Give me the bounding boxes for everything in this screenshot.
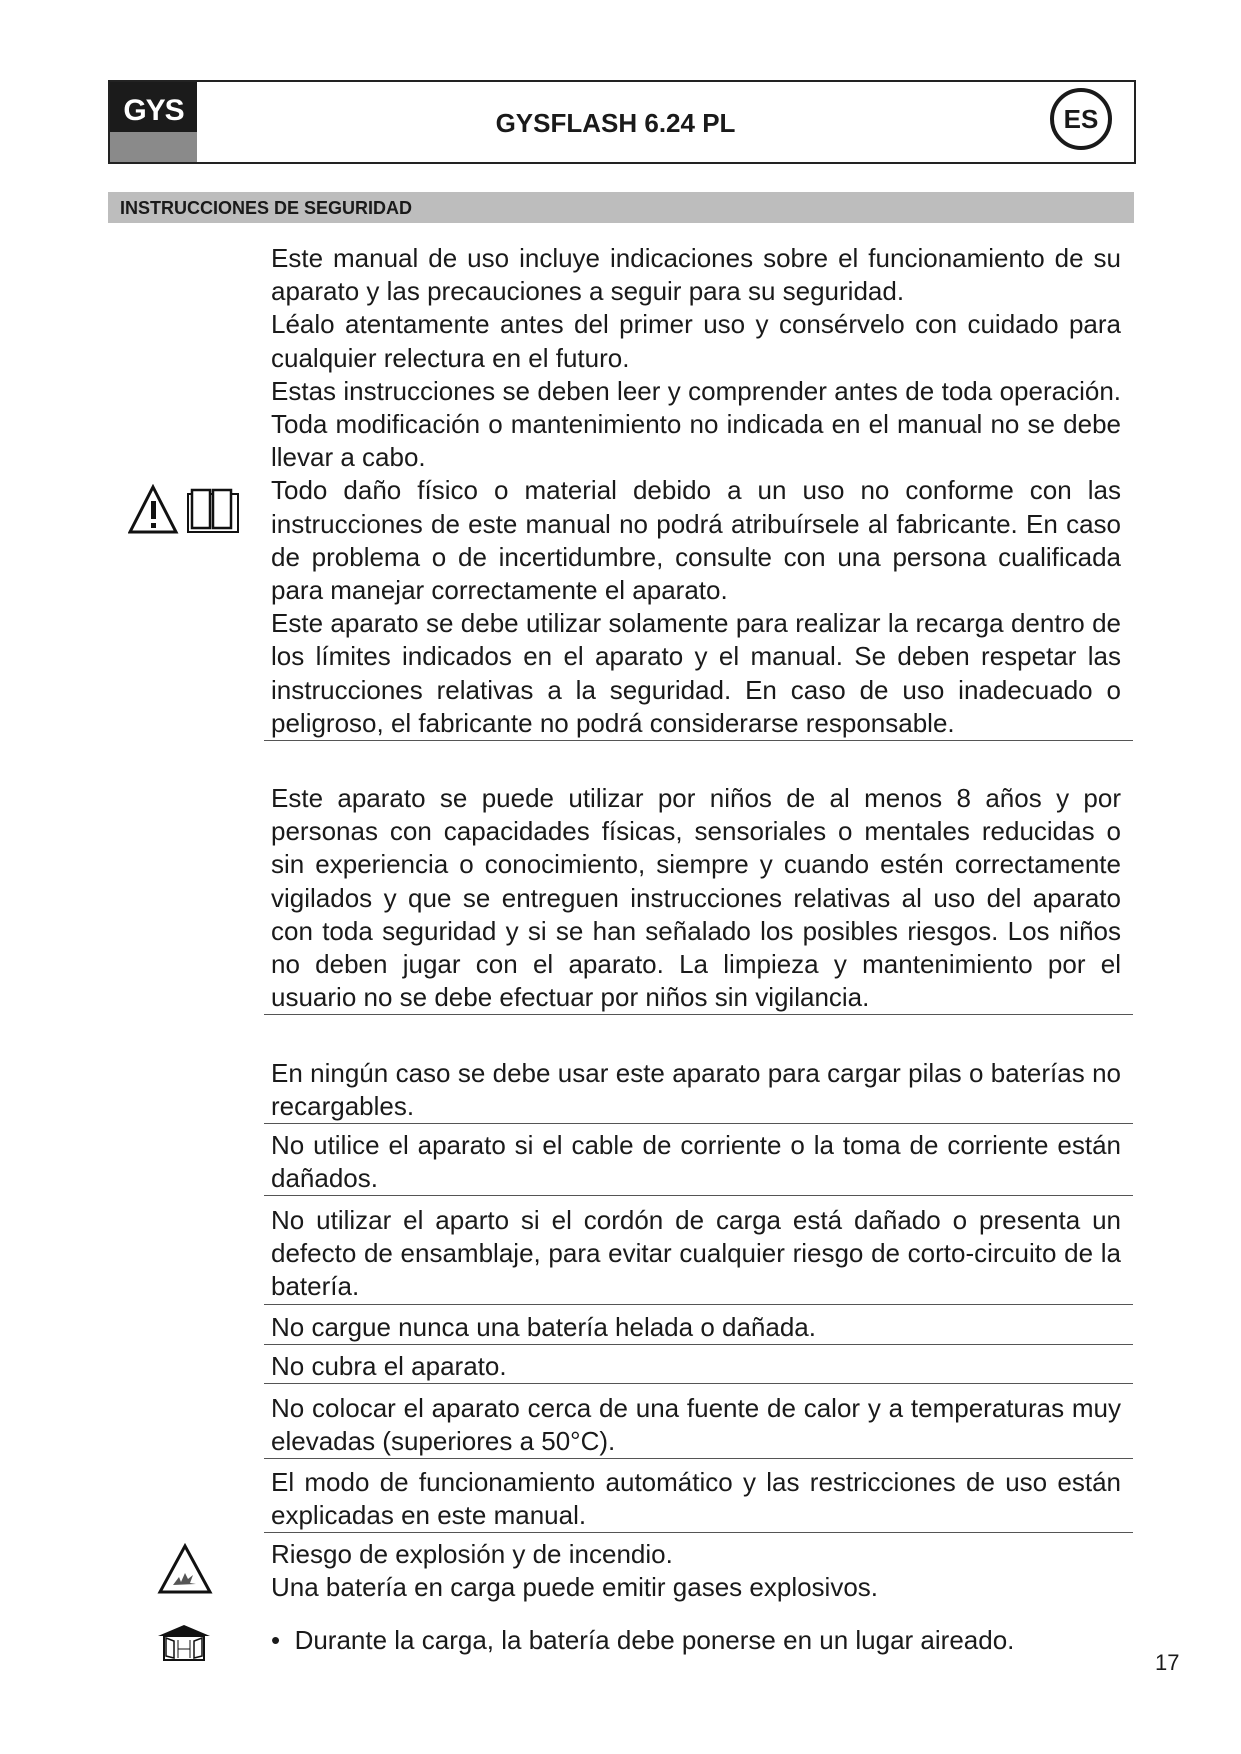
- intro-paragraph: Este manual de uso incluye indicaciones sobre el funcionamiento de su aparato y las precauciones a seguir para su seguridad.: [271, 243, 1121, 307]
- rule-text: Este aparato se puede utilizar por niños de al menos 8 años y por personas con capacidades físicas, sensoriales o mentales reducidas o sin experiencia o conocimiento, siempre y cuando estén correctamente vigilados y que se entreguen instrucciones relativas al uso del aparato con toda seguridad y si se han señalado los posibles riesgos. Los niños no deben jugar con el aparato. La limpieza y mantenimiento por el usuario no se debe efectuar por niños sin vigilancia.: [271, 783, 1121, 1013]
- rule-block: [264, 1204, 1133, 1305]
- intro-paragraph: Léalo atentamente antes del primer uso y consérvelo con cuidado para cualquier relectura en el futuro.: [271, 309, 1121, 373]
- bullet: •: [271, 1625, 281, 1655]
- explosion-line: Riesgo de explosión y de incendio.: [271, 1539, 673, 1569]
- section-header: [108, 192, 1134, 223]
- gys-logo: [110, 82, 197, 162]
- language-badge: ES: [1050, 88, 1112, 150]
- intro-paragraph: Este aparato se debe utilizar solamente para realizar la recarga dentro de los límites indicados en el aparato y el manual. Se deben respetar las instrucciones relativas a la seguridad. En caso de uso inadecuado o peligroso, el fabricante no podrá considerarse responsable.: [271, 608, 1121, 738]
- intro-paragraph: Todo daño físico o material debido a un uso no conforme con las instrucciones de este manual no podrá atribuírsele al fabricante. En caso de problema o de incertidumbre, consulte con una persona cualificada para manejar correctamente el aparato.: [271, 475, 1121, 606]
- rule-text: No cargue nunca una batería helada o dañada.: [271, 1312, 816, 1342]
- logo-text: GYS: [123, 94, 184, 127]
- rule-block: [264, 1129, 1133, 1196]
- ventilation-text: Durante la carga, la batería debe ponerse en un lugar aireado.: [294, 1625, 1015, 1655]
- document-header: [108, 80, 1136, 164]
- rule-block: [264, 1350, 1133, 1384]
- ventilation-block: [264, 1624, 1133, 1657]
- explosion-block: [264, 1538, 1133, 1604]
- warning-read-manual-icon: [128, 484, 243, 536]
- rule-text: No cubra el aparato.: [271, 1351, 507, 1381]
- page-number: 17: [1155, 1650, 1180, 1675]
- rule-block: [264, 1311, 1133, 1345]
- rule-text: No utilice el aparato si el cable de corriente o la toma de corriente están dañados.: [271, 1130, 1121, 1194]
- product-title: GYSFLASH 6.24 PL: [495, 108, 736, 138]
- ventilated-room-icon: [156, 1624, 212, 1662]
- rule-block: [264, 1057, 1133, 1124]
- intro-paragraph: Estas instrucciones se deben leer y comprender antes de toda operación. Toda modificación o mantenimiento no indicada en el manual no se debe llevar a cabo.: [271, 375, 1121, 473]
- rule-text: En ningún caso se debe usar este aparato para cargar pilas o baterías no recargables.: [271, 1058, 1121, 1122]
- rule-block: [264, 782, 1133, 1015]
- rule-block: [264, 1392, 1133, 1459]
- rule-text: No utilizar el aparto si el cordón de carga está dañado o presenta un defecto de ensamblaje, para evitar cualquier riesgo de corto-circuito de la batería.: [271, 1205, 1121, 1302]
- intro-block: [264, 242, 1133, 741]
- section-title: INSTRUCCIONES DE SEGURIDAD: [120, 198, 413, 218]
- explosion-warning-icon: [157, 1543, 213, 1595]
- rule-text: No colocar el aparato cerca de una fuente de calor y a temperaturas muy elevadas (superiores a 50°C).: [271, 1393, 1121, 1457]
- explosion-line: Una batería en carga puede emitir gases explosivos.: [271, 1572, 879, 1603]
- rule-text: El modo de funcionamiento automático y las restricciones de uso están explicadas en este manual.: [271, 1467, 1121, 1531]
- rule-block: [264, 1466, 1133, 1533]
